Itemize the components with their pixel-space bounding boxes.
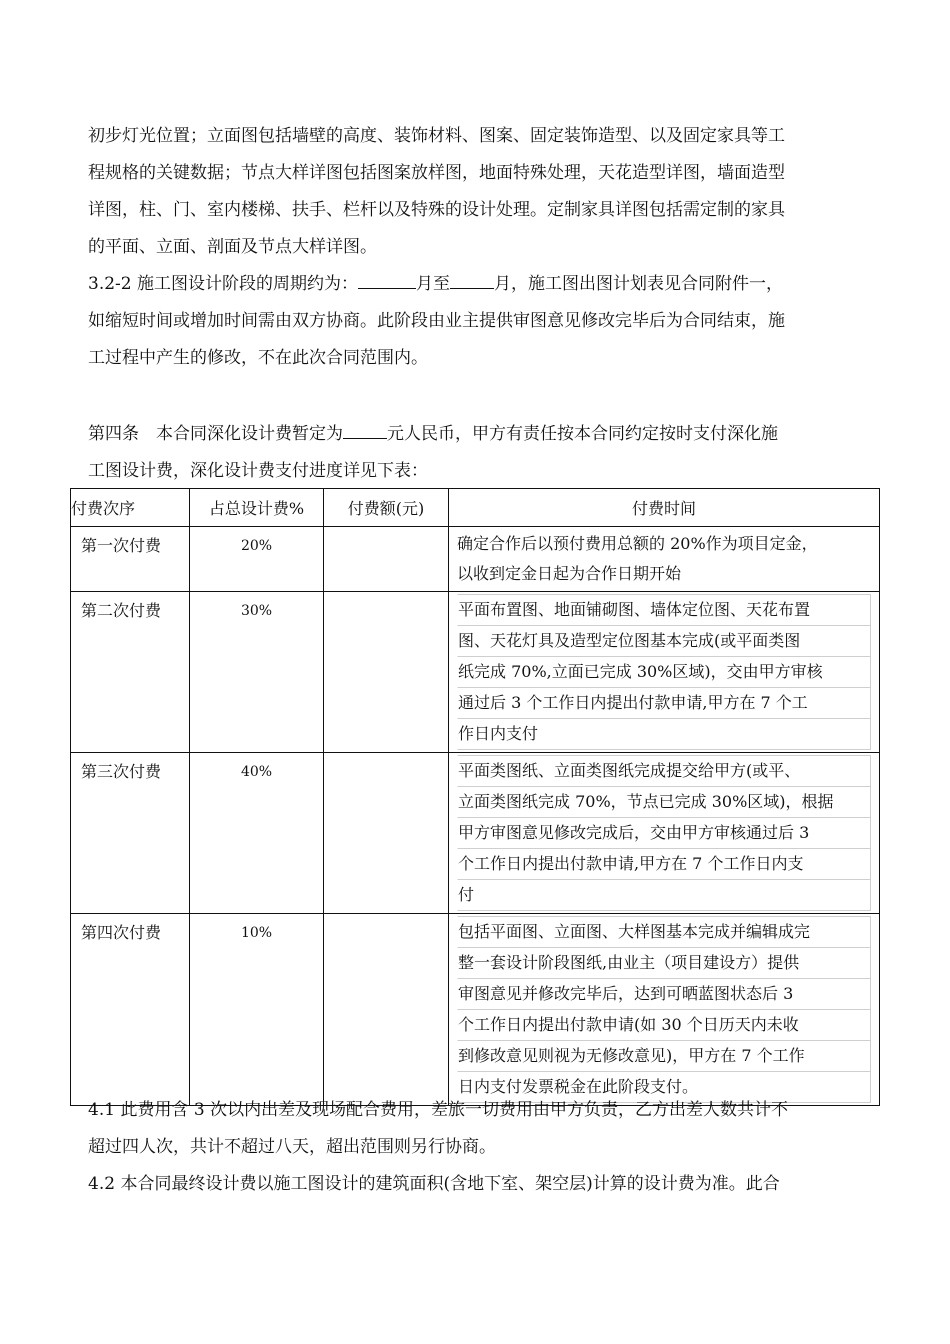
payment-percent: 30% bbox=[240, 603, 273, 619]
clause-4-1 bbox=[88, 1092, 866, 1166]
month-to-blank bbox=[450, 270, 494, 289]
payment-label: 第三次付费 bbox=[81, 762, 162, 781]
payment-amount-cell[interactable] bbox=[324, 753, 449, 914]
fee-amount-blank bbox=[343, 420, 387, 439]
header-payment-order: 付费次序 bbox=[71, 489, 190, 527]
payment-percent: 40% bbox=[240, 764, 273, 780]
article-4-line2: 工图设计费，深化设计费支付进度详见下表： bbox=[88, 461, 428, 481]
intro-line: 程规格的关键数据；节点大样详图包括图案放样图，地面特殊处理，天花造型详图，墙面造型 bbox=[88, 163, 785, 183]
clause-3-2-2 bbox=[88, 266, 866, 377]
intro-paragraph bbox=[88, 118, 866, 266]
clause-3-2-2-line1 bbox=[88, 266, 866, 303]
payment-percent: 10% bbox=[240, 925, 273, 941]
payment-percent: 20% bbox=[240, 538, 273, 554]
payment-schedule-table bbox=[70, 488, 880, 1106]
payment-time: 包括平面图、立面图、大样图基本完成并编辑成完 整一套设计阶段图纸,由业主（项目建设方）提供 审图意见并修改完毕后，达到可晒蓝图状态后 3 个工作日内提出付款申请(如 30 个日历天内未收 到修改意见则视为无修改意见)，甲方在 7 个工作 日内支付发票税金在此阶段支付。 bbox=[449, 914, 879, 1105]
clause-4-2-line: 4.2 本合同最终设计费以施工图设计的建筑面积(含地下室、架空层)计算的设计费为准。此合 bbox=[88, 1174, 780, 1194]
clause-4-1-line: 超过四人次，共计不超过八天，超出范围则另行协商。 bbox=[88, 1137, 496, 1157]
article-4-line1 bbox=[88, 416, 866, 453]
table-row bbox=[71, 592, 880, 753]
clause-4-1-line: 4.1 此费用含 3 次以内出差及现场配合费用，差旅一切费用由甲方负责，乙方出差人数共计不 bbox=[88, 1100, 789, 1120]
payment-time: 平面布置图、地面铺砌图、墙体定位图、天花布置 图、天花灯具及造型定位图基本完成(或平面类图 纸完成 70%,立面已完成 30%区域)，交由甲方审核 通过后 3 个工作日内提出付款申请,甲方在 7 个工 作日内支付 bbox=[449, 592, 879, 752]
payment-label: 第二次付费 bbox=[81, 601, 162, 620]
payment-label: 第一次付费 bbox=[81, 536, 162, 555]
payment-time: 确定合作后以预付费用总额的 20%作为项目定金， 以收到定金日起为合作日期开始 bbox=[457, 534, 818, 583]
article-4-suffix: 元人民币，甲方有责任按本合同约定按时支付深化施 bbox=[387, 424, 778, 444]
article-4 bbox=[88, 416, 866, 490]
header-payment-time: 付费时间 bbox=[449, 489, 880, 527]
intro-line: 详图，柱、门、室内楼梯、扶手、栏杆以及特殊的设计处理。定制家具详图包括需定制的家具 bbox=[88, 200, 785, 220]
clause-3-2-2-line2: 如缩短时间或增加时间需由双方协商。此阶段由业主提供审图意见修改完毕后为合同结束，施 bbox=[88, 311, 785, 331]
payment-amount-cell[interactable] bbox=[324, 527, 449, 592]
clause-3-2-2-month-from: 月至 bbox=[416, 274, 450, 294]
payment-time: 平面类图纸、立面类图纸完成提交给甲方(或平、 立面类图纸完成 70%，节点已完成 30%区域)，根据 甲方审图意见修改完成后，交由甲方审核通过后 3 个工作日内提出付款申请,甲方在 7 个工作日内支 付 bbox=[449, 753, 879, 913]
article-4-prefix: 第四条 本合同深化设计费暂定为 bbox=[88, 424, 343, 444]
clause-4-2 bbox=[88, 1166, 866, 1203]
month-from-blank bbox=[358, 270, 416, 289]
payment-amount-cell[interactable] bbox=[324, 914, 449, 1106]
header-percent: 占总设计费% bbox=[190, 489, 324, 527]
table-row bbox=[71, 753, 880, 914]
table-header-row bbox=[71, 489, 880, 527]
table-row bbox=[71, 914, 880, 1106]
header-amount: 付费额(元) bbox=[324, 489, 449, 527]
payment-amount-cell[interactable] bbox=[324, 592, 449, 753]
intro-line: 的平面、立面、剖面及节点大样详图。 bbox=[88, 237, 377, 257]
intro-line: 初步灯光位置；立面图包括墙壁的高度、装饰材料、图案、固定装饰造型、以及固定家具等工 bbox=[88, 126, 785, 146]
payment-label: 第四次付费 bbox=[81, 923, 162, 942]
clause-3-2-2-prefix: 3.2-2 施工图设计阶段的周期约为： bbox=[88, 274, 358, 294]
clause-3-2-2-suffix: 月，施工图出图计划表见合同附件一， bbox=[494, 274, 783, 294]
table-row bbox=[71, 527, 880, 592]
clause-3-2-2-line3: 工过程中产生的修改，不在此次合同范围内。 bbox=[88, 348, 428, 368]
